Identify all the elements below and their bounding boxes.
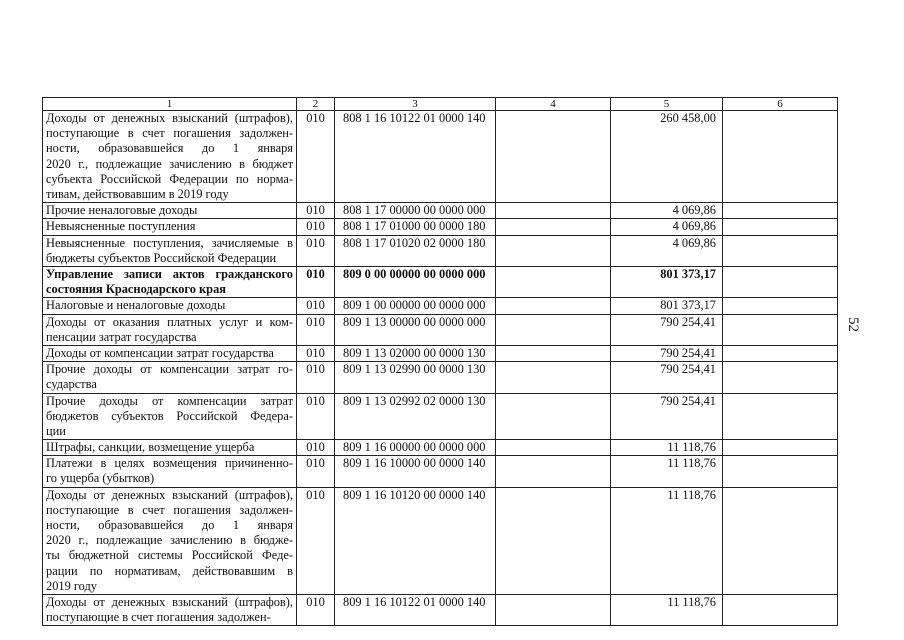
- table-row: [43, 345, 838, 361]
- indicator-name-cell: [43, 393, 297, 440]
- empty-cell-col-6: [723, 111, 838, 203]
- header-col-6: 6: [723, 98, 838, 111]
- budget-code-cell: 808 1 17 00000 00 0000 000: [335, 203, 496, 219]
- empty-cell-col-4: [496, 487, 611, 594]
- indicator-name-line: ции: [46, 423, 66, 438]
- budget-code-cell: 809 1 13 02992 02 0000 130: [335, 393, 496, 440]
- indicator-name-line: поступающие в счет погашения задолжен-: [46, 610, 271, 625]
- empty-cell-col-6: [723, 595, 838, 626]
- table-row: [43, 314, 838, 345]
- indicator-name-line: Управление записи актов гражданского: [46, 266, 293, 281]
- header-col-4: 4: [496, 98, 611, 111]
- empty-cell-col-4: [496, 345, 611, 361]
- amount-cell: 4 069,86: [611, 219, 723, 235]
- empty-cell-col-4: [496, 219, 611, 235]
- empty-cell-col-4: [496, 440, 611, 456]
- line-code-cell: 010: [297, 440, 335, 456]
- indicator-name-cell: [43, 456, 297, 487]
- line-code-cell: 010: [297, 203, 335, 219]
- budget-code-cell: 809 1 16 10000 00 0000 140: [335, 456, 496, 487]
- amount-cell: 801 373,17: [611, 298, 723, 314]
- indicator-name-cell: [43, 111, 297, 203]
- table-row: [43, 266, 838, 297]
- table-row: [43, 440, 838, 456]
- budget-code-cell: 809 1 13 00000 00 0000 000: [335, 314, 496, 345]
- budget-code-cell: 809 1 00 00000 00 0000 000: [335, 298, 496, 314]
- table-row: [43, 487, 838, 594]
- indicator-name-line: бюджетов субъектов Российской Федера-: [46, 408, 293, 423]
- indicator-name-line: сударства: [46, 377, 97, 392]
- indicator-name-line: Доходы от денежных взысканий (штрафов),: [46, 111, 293, 125]
- table-row: [43, 362, 838, 393]
- amount-cell: 11 118,76: [611, 595, 723, 626]
- empty-cell-col-4: [496, 393, 611, 440]
- empty-cell-col-6: [723, 298, 838, 314]
- budget-code-cell: 808 1 17 01020 02 0000 180: [335, 235, 496, 266]
- line-code-cell: 010: [297, 235, 335, 266]
- amount-cell: 790 254,41: [611, 362, 723, 393]
- budget-code-cell: 809 1 13 02000 00 0000 130: [335, 345, 496, 361]
- indicator-name-line: 2019 году: [46, 578, 97, 593]
- empty-cell-col-6: [723, 235, 838, 266]
- budget-code-cell: 809 0 00 00000 00 0000 000: [335, 266, 496, 297]
- budget-code-cell: 809 1 16 10120 00 0000 140: [335, 487, 496, 594]
- line-code-cell: 010: [297, 111, 335, 203]
- header-col-5: 5: [611, 98, 723, 111]
- indicator-name-line: Доходы от оказания платных услуг и ком-: [46, 314, 293, 329]
- indicator-name-cell: [43, 266, 297, 297]
- indicator-name-cell: [43, 345, 297, 361]
- empty-cell-col-4: [496, 456, 611, 487]
- amount-cell: 11 118,76: [611, 487, 723, 594]
- amount-cell: 790 254,41: [611, 314, 723, 345]
- indicator-name-line: поступающие в счет погашения задолжен-: [46, 502, 293, 517]
- empty-cell-col-6: [723, 203, 838, 219]
- budget-code-cell: 808 1 17 01000 00 0000 180: [335, 219, 496, 235]
- line-code-cell: 010: [297, 314, 335, 345]
- budget-code-cell: 809 1 16 10122 01 0000 140: [335, 595, 496, 626]
- indicator-name-cell: [43, 362, 297, 393]
- line-code-cell: 010: [297, 595, 335, 626]
- empty-cell-col-6: [723, 487, 838, 594]
- budget-code-cell: 809 1 13 02990 00 0000 130: [335, 362, 496, 393]
- empty-cell-col-6: [723, 393, 838, 440]
- indicator-name-line: Прочие доходы от компенсации затрат го-: [46, 362, 293, 377]
- amount-cell: 801 373,17: [611, 266, 723, 297]
- indicator-name-line: го ущерба (убытков): [46, 471, 155, 486]
- table-row: [43, 203, 838, 219]
- indicator-name-cell: [43, 440, 297, 456]
- indicator-name-line: ности, образовавшейся до 1 января: [46, 141, 293, 156]
- indicator-name-line: Прочие доходы от компенсации затрат: [46, 393, 293, 408]
- budget-code-cell: 809 1 16 00000 00 0000 000: [335, 440, 496, 456]
- empty-cell-col-6: [723, 314, 838, 345]
- empty-cell-col-4: [496, 203, 611, 219]
- indicator-name-line: Доходы от компенсации затрат государства: [46, 345, 274, 360]
- line-code-cell: 010: [297, 219, 335, 235]
- indicator-name-line: тивам, действовавшим в 2019 году: [46, 186, 229, 201]
- empty-cell-col-4: [496, 266, 611, 297]
- line-code-cell: 010: [297, 266, 335, 297]
- indicator-name-line: Доходы от денежных взысканий (штрафов),: [46, 595, 293, 610]
- line-code-cell: 010: [297, 298, 335, 314]
- indicator-name-cell: [43, 595, 297, 626]
- line-code-cell: 010: [297, 345, 335, 361]
- indicator-name-cell: [43, 487, 297, 594]
- indicator-name-cell: [43, 314, 297, 345]
- page-number: 52: [845, 317, 861, 332]
- indicator-name-line: бюджеты субъектов Российской Федерации: [46, 250, 277, 265]
- empty-cell-col-4: [496, 595, 611, 626]
- table-row: [43, 298, 838, 314]
- indicator-name-line: пенсации затрат государства: [46, 329, 197, 344]
- empty-cell-col-6: [723, 219, 838, 235]
- indicator-name-cell: [43, 298, 297, 314]
- line-code-cell: 010: [297, 362, 335, 393]
- indicator-name-line: Невыясненные поступления, зачисляемые в: [46, 235, 293, 250]
- indicator-name-line: Доходы от денежных взысканий (штрафов),: [46, 487, 293, 502]
- amount-cell: 4 069,86: [611, 203, 723, 219]
- line-code-cell: 010: [297, 393, 335, 440]
- table-row: [43, 111, 838, 203]
- table-row: [43, 219, 838, 235]
- indicator-name-line: Прочие неналоговые доходы: [46, 203, 198, 218]
- empty-cell-col-4: [496, 314, 611, 345]
- line-code-cell: 010: [297, 487, 335, 594]
- amount-cell: 790 254,41: [611, 345, 723, 361]
- amount-cell: 790 254,41: [611, 393, 723, 440]
- amount-cell: 11 118,76: [611, 456, 723, 487]
- indicator-name-cell: [43, 203, 297, 219]
- amount-cell: 260 458,00: [611, 111, 723, 203]
- indicator-name-line: рации по нормативам, действовавшим в: [46, 563, 293, 578]
- header-col-1: 1: [43, 98, 297, 111]
- revenue-table: [42, 97, 838, 626]
- indicator-name-cell: [43, 235, 297, 266]
- table-header-row: [43, 98, 838, 111]
- empty-cell-col-6: [723, 266, 838, 297]
- table-row: [43, 235, 838, 266]
- indicator-name-line: Штрафы, санкции, возмещение ущерба: [46, 440, 255, 455]
- amount-cell: 4 069,86: [611, 235, 723, 266]
- indicator-name-line: ты бюджетной системы Российской Феде-: [46, 548, 293, 563]
- table-row: [43, 595, 838, 626]
- empty-cell-col-6: [723, 362, 838, 393]
- empty-cell-col-4: [496, 298, 611, 314]
- empty-cell-col-4: [496, 111, 611, 203]
- indicator-name-line: Невыясненные поступления: [46, 219, 196, 234]
- empty-cell-col-6: [723, 440, 838, 456]
- indicator-name-line: Платежи в целях возмещения причиненно-: [46, 456, 293, 471]
- amount-cell: 11 118,76: [611, 440, 723, 456]
- empty-cell-col-4: [496, 362, 611, 393]
- empty-cell-col-6: [723, 345, 838, 361]
- indicator-name-line: состояния Краснодарского края: [46, 282, 226, 297]
- indicator-name-line: поступающие в счет погашения задолжен-: [46, 126, 293, 141]
- table-row: [43, 456, 838, 487]
- indicator-name-line: 2020 г., подлежащие зачислению в бюджет: [46, 156, 293, 171]
- indicator-name-line: 2020 г., подлежащие зачислению в бюдже-: [46, 533, 293, 548]
- indicator-name-cell: [43, 219, 297, 235]
- empty-cell-col-6: [723, 456, 838, 487]
- header-col-2: 2: [297, 98, 335, 111]
- table-row: [43, 393, 838, 440]
- header-col-3: 3: [335, 98, 496, 111]
- budget-code-cell: 808 1 16 10122 01 0000 140: [335, 111, 496, 203]
- indicator-name-line: Налоговые и неналоговые доходы: [46, 298, 226, 313]
- empty-cell-col-4: [496, 235, 611, 266]
- indicator-name-line: ности, образовавшейся до 1 января: [46, 518, 293, 533]
- indicator-name-line: субъекта Российской Федерации по норма-: [46, 171, 293, 186]
- line-code-cell: 010: [297, 456, 335, 487]
